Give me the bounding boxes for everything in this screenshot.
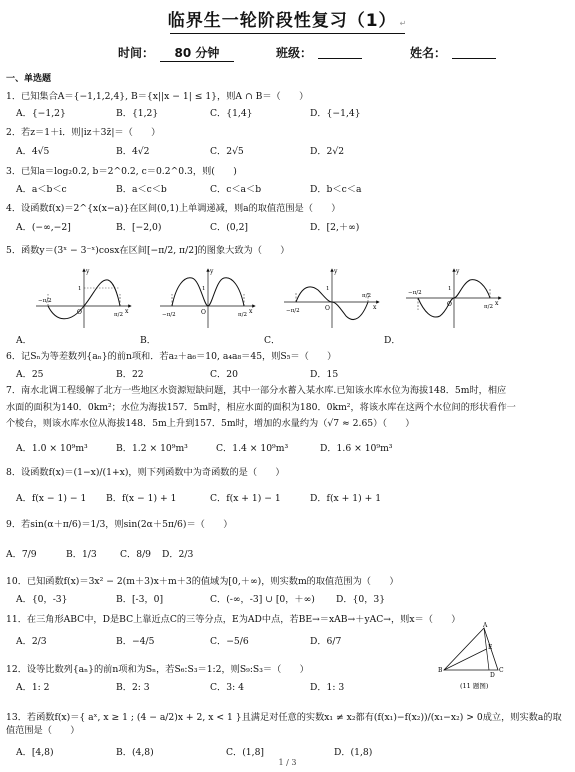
question-5: 5．函数y＝(3ˣ − 3⁻ˣ)cosx在区间[−π/2, π/2]的图象大致为（ ）: [6, 245, 290, 256]
figure-caption: (11 题图): [460, 682, 489, 690]
option[interactable]: A．[4,8): [16, 747, 54, 758]
graph-d[interactable]: [404, 266, 504, 330]
triangle-label-b: B: [438, 667, 443, 674]
option[interactable]: B．: [140, 335, 156, 346]
page-title: 临界生一轮阶段性复习（1） ↵: [167, 11, 408, 31]
option[interactable]: D．2√2: [310, 146, 345, 157]
question-4: 4．设函数f(x)＝2^{x(x−a)}在区间(0,1)上单调递减，则a的取值范围是（ ）: [6, 203, 341, 214]
time-label: 时间：: [118, 46, 155, 60]
graph-label-o: O: [201, 309, 206, 316]
option[interactable]: B．4√2: [116, 146, 150, 157]
graph-a[interactable]: [34, 266, 134, 330]
option[interactable]: B．−4/5: [116, 636, 155, 647]
graph-label-x: x: [249, 308, 253, 315]
title-underline: [170, 33, 405, 34]
option[interactable]: A．25: [16, 369, 44, 380]
option[interactable]: B．[−2,0): [116, 222, 162, 233]
question-6: 6．记Sₙ为等差数列{aₙ}的前n项和．若a₂＋a₆＝10, a₄a₈＝45，则S₅＝（ ）: [6, 351, 337, 362]
name-blank[interactable]: [452, 44, 496, 59]
question-9: 9．若sin(α＋π/6)＝1/3，则sin(2α＋5π/6)＝（ ）: [6, 519, 233, 530]
option[interactable]: C．f(x + 1) − 1: [210, 493, 281, 504]
option[interactable]: B．1/3: [66, 549, 97, 560]
option[interactable]: D．{0，3}: [336, 594, 386, 605]
option[interactable]: A．{0，-3}: [16, 594, 68, 605]
graph-label-right: π/2: [484, 304, 493, 310]
option[interactable]: B．2: 3: [116, 682, 150, 693]
option[interactable]: C．8/9: [120, 549, 152, 560]
graph-label-one: 1: [78, 286, 82, 292]
option[interactable]: C．3: 4: [210, 682, 244, 693]
option[interactable]: D．(1,8): [334, 747, 373, 758]
question-13: 13．若函数f(x)＝{ aˣ, x ≥ 1 ; (4 − a/2)x + 2, x < 1 }且满足对任意的实数x₁ ≠ x₂都有(f(x₁)−f(x₂))/(x₁−x₂) > 0成立，则实数a的取值范围是（ ）: [6, 712, 562, 736]
question-3: 3．已知a＝log₂0.2, b＝2^0.2, c＝0.2^0.3，则( ): [6, 166, 237, 177]
option[interactable]: A．a＜b＜c: [16, 184, 67, 195]
triangle-label-e: E: [488, 644, 493, 651]
option[interactable]: A．(−∞,−2]: [16, 222, 71, 233]
graph-label-y: y: [456, 268, 460, 275]
question-8: 8．设函数f(x)＝(1−x)/(1+x)，则下列函数中为奇函数的是（ ）: [6, 467, 285, 478]
question-2: 2．若z＝1＋i．则|iz＋3z̄|＝（ ）: [6, 127, 161, 138]
option[interactable]: A．{−1,2}: [16, 108, 66, 119]
option[interactable]: C．−5/6: [210, 636, 249, 647]
option[interactable]: A．7/9: [6, 549, 37, 560]
option[interactable]: B．f(x − 1) + 1: [106, 493, 177, 504]
graph-label-x: x: [373, 304, 377, 311]
graph-label-o: O: [77, 309, 82, 316]
option[interactable]: C．2√5: [210, 146, 244, 157]
option[interactable]: B．22: [116, 369, 144, 380]
graph-label-left: −π/2: [408, 290, 422, 296]
option[interactable]: D．2/3: [162, 549, 194, 560]
time-value: 80 分钟: [160, 44, 234, 62]
question-7-line: 个棱台，则该水库水位从海拔148．5m上升到157．5m时，增加的水量约为（√7 ≈ 2.65）（ ）: [6, 418, 415, 429]
graph-label-right: π/2: [238, 312, 247, 318]
option[interactable]: A．: [16, 335, 32, 346]
option[interactable]: A．4√5: [16, 146, 50, 157]
option[interactable]: A．1: 2: [16, 682, 50, 693]
graph-label-right: π/2: [114, 312, 123, 318]
option[interactable]: D．[2,＋∞): [310, 222, 360, 233]
graph-label-one: 1: [448, 286, 452, 292]
option[interactable]: C．(-∞，-3] ∪ [0，＋∞): [210, 594, 315, 605]
option[interactable]: A．1.0 × 10⁹m³: [16, 443, 88, 454]
class-label: 班级：: [276, 46, 313, 60]
graph-c[interactable]: [282, 266, 382, 330]
graph-label-right: π/2: [362, 293, 371, 299]
triangle-label-d: D: [490, 672, 495, 679]
triangle-label-c: C: [499, 667, 504, 674]
graph-label-x: x: [125, 308, 129, 315]
graph-label-y: y: [334, 268, 338, 275]
graph-label-left: −π/2: [286, 308, 300, 314]
option[interactable]: A．f(x − 1) − 1: [16, 493, 87, 504]
option[interactable]: C．{1,4}: [210, 108, 253, 119]
option[interactable]: C．20: [210, 369, 238, 380]
graph-label-one: 1: [202, 286, 206, 292]
graph-label-y: y: [210, 268, 214, 275]
graph-b[interactable]: [158, 266, 258, 330]
option[interactable]: D．6/7: [310, 636, 342, 647]
option[interactable]: D．15: [310, 369, 339, 380]
option[interactable]: C．c＜a＜b: [210, 184, 262, 195]
graph-label-o: O: [325, 305, 330, 312]
class-blank[interactable]: [318, 44, 362, 59]
option[interactable]: C．1.4 × 10⁹m³: [216, 443, 289, 454]
option[interactable]: D．{−1,4}: [310, 108, 361, 119]
option[interactable]: B．{1,2}: [116, 108, 159, 119]
option[interactable]: D．1: 3: [310, 682, 345, 693]
option[interactable]: A．2/3: [16, 636, 47, 647]
title-text: 临界生一轮阶段性复习（1）: [167, 11, 397, 31]
question-7: [6, 383, 568, 433]
page-number: 1 / 3: [278, 758, 297, 767]
option[interactable]: C．: [264, 335, 281, 346]
graph-label-o: O: [447, 301, 452, 308]
section-title: 一、单选题: [6, 74, 52, 84]
name-label: 姓名：: [410, 46, 447, 60]
option[interactable]: C．(0,2]: [210, 222, 248, 233]
option[interactable]: C．(1,8]: [226, 747, 264, 758]
option[interactable]: B．(4,8): [116, 747, 154, 758]
graph-label-one: 1: [326, 286, 330, 292]
question-1: 1．已知集合A＝{−1,1,2,4}, B＝{x||x − 1| ≤ 1}，则A ∩ B＝（ ）: [6, 91, 309, 102]
option[interactable]: D．: [384, 335, 401, 346]
question-12: 12．设等比数列{aₙ}的前n项和为Sₙ，若S₆:S₃＝1:2，则S₉:S₃＝（ ）: [6, 664, 309, 675]
question-7-line: 水面的面积为140．0km²；水位为海拔157．5m时，相应水面的面积为180．0km²，将该水库在这两个水位间的形状看作一: [6, 401, 516, 413]
question-10: 10．已知函数f(x)＝3x² − 2(m＋3)x＋m＋3的值域为[0,＋∞)，则实数m的取值范围为（ ）: [6, 576, 399, 587]
option[interactable]: D．1.6 × 10⁹m³: [320, 443, 393, 454]
option[interactable]: B．[-3，0]: [116, 594, 164, 605]
graph-label-y: y: [86, 268, 90, 275]
option[interactable]: D．b＜c＜a: [310, 184, 362, 195]
graph-label-left: −π/2: [162, 312, 176, 318]
option[interactable]: B．a＜c＜b: [116, 184, 167, 195]
graph-label-left: −π/2: [38, 298, 52, 304]
question-11: 11．在三角形ABC中，D是BC上靠近点C的三等分点，E为AD中点，若BE→＝xAB→＋yAC→，则x＝（ ）: [6, 614, 461, 625]
option[interactable]: B．1.2 × 10⁹m³: [116, 443, 188, 454]
graph-label-x: x: [495, 300, 499, 307]
question-7-line: 7．南水北调工程缓解了北方一些地区水资源短缺问题，其中一部分水蓄入某水库.已知该水库水位为海拔148．5m时，相应: [6, 385, 507, 396]
option[interactable]: D．f(x + 1) + 1: [310, 493, 382, 504]
triangle-label-a: A: [483, 622, 488, 629]
triangle-figure: [436, 622, 506, 694]
